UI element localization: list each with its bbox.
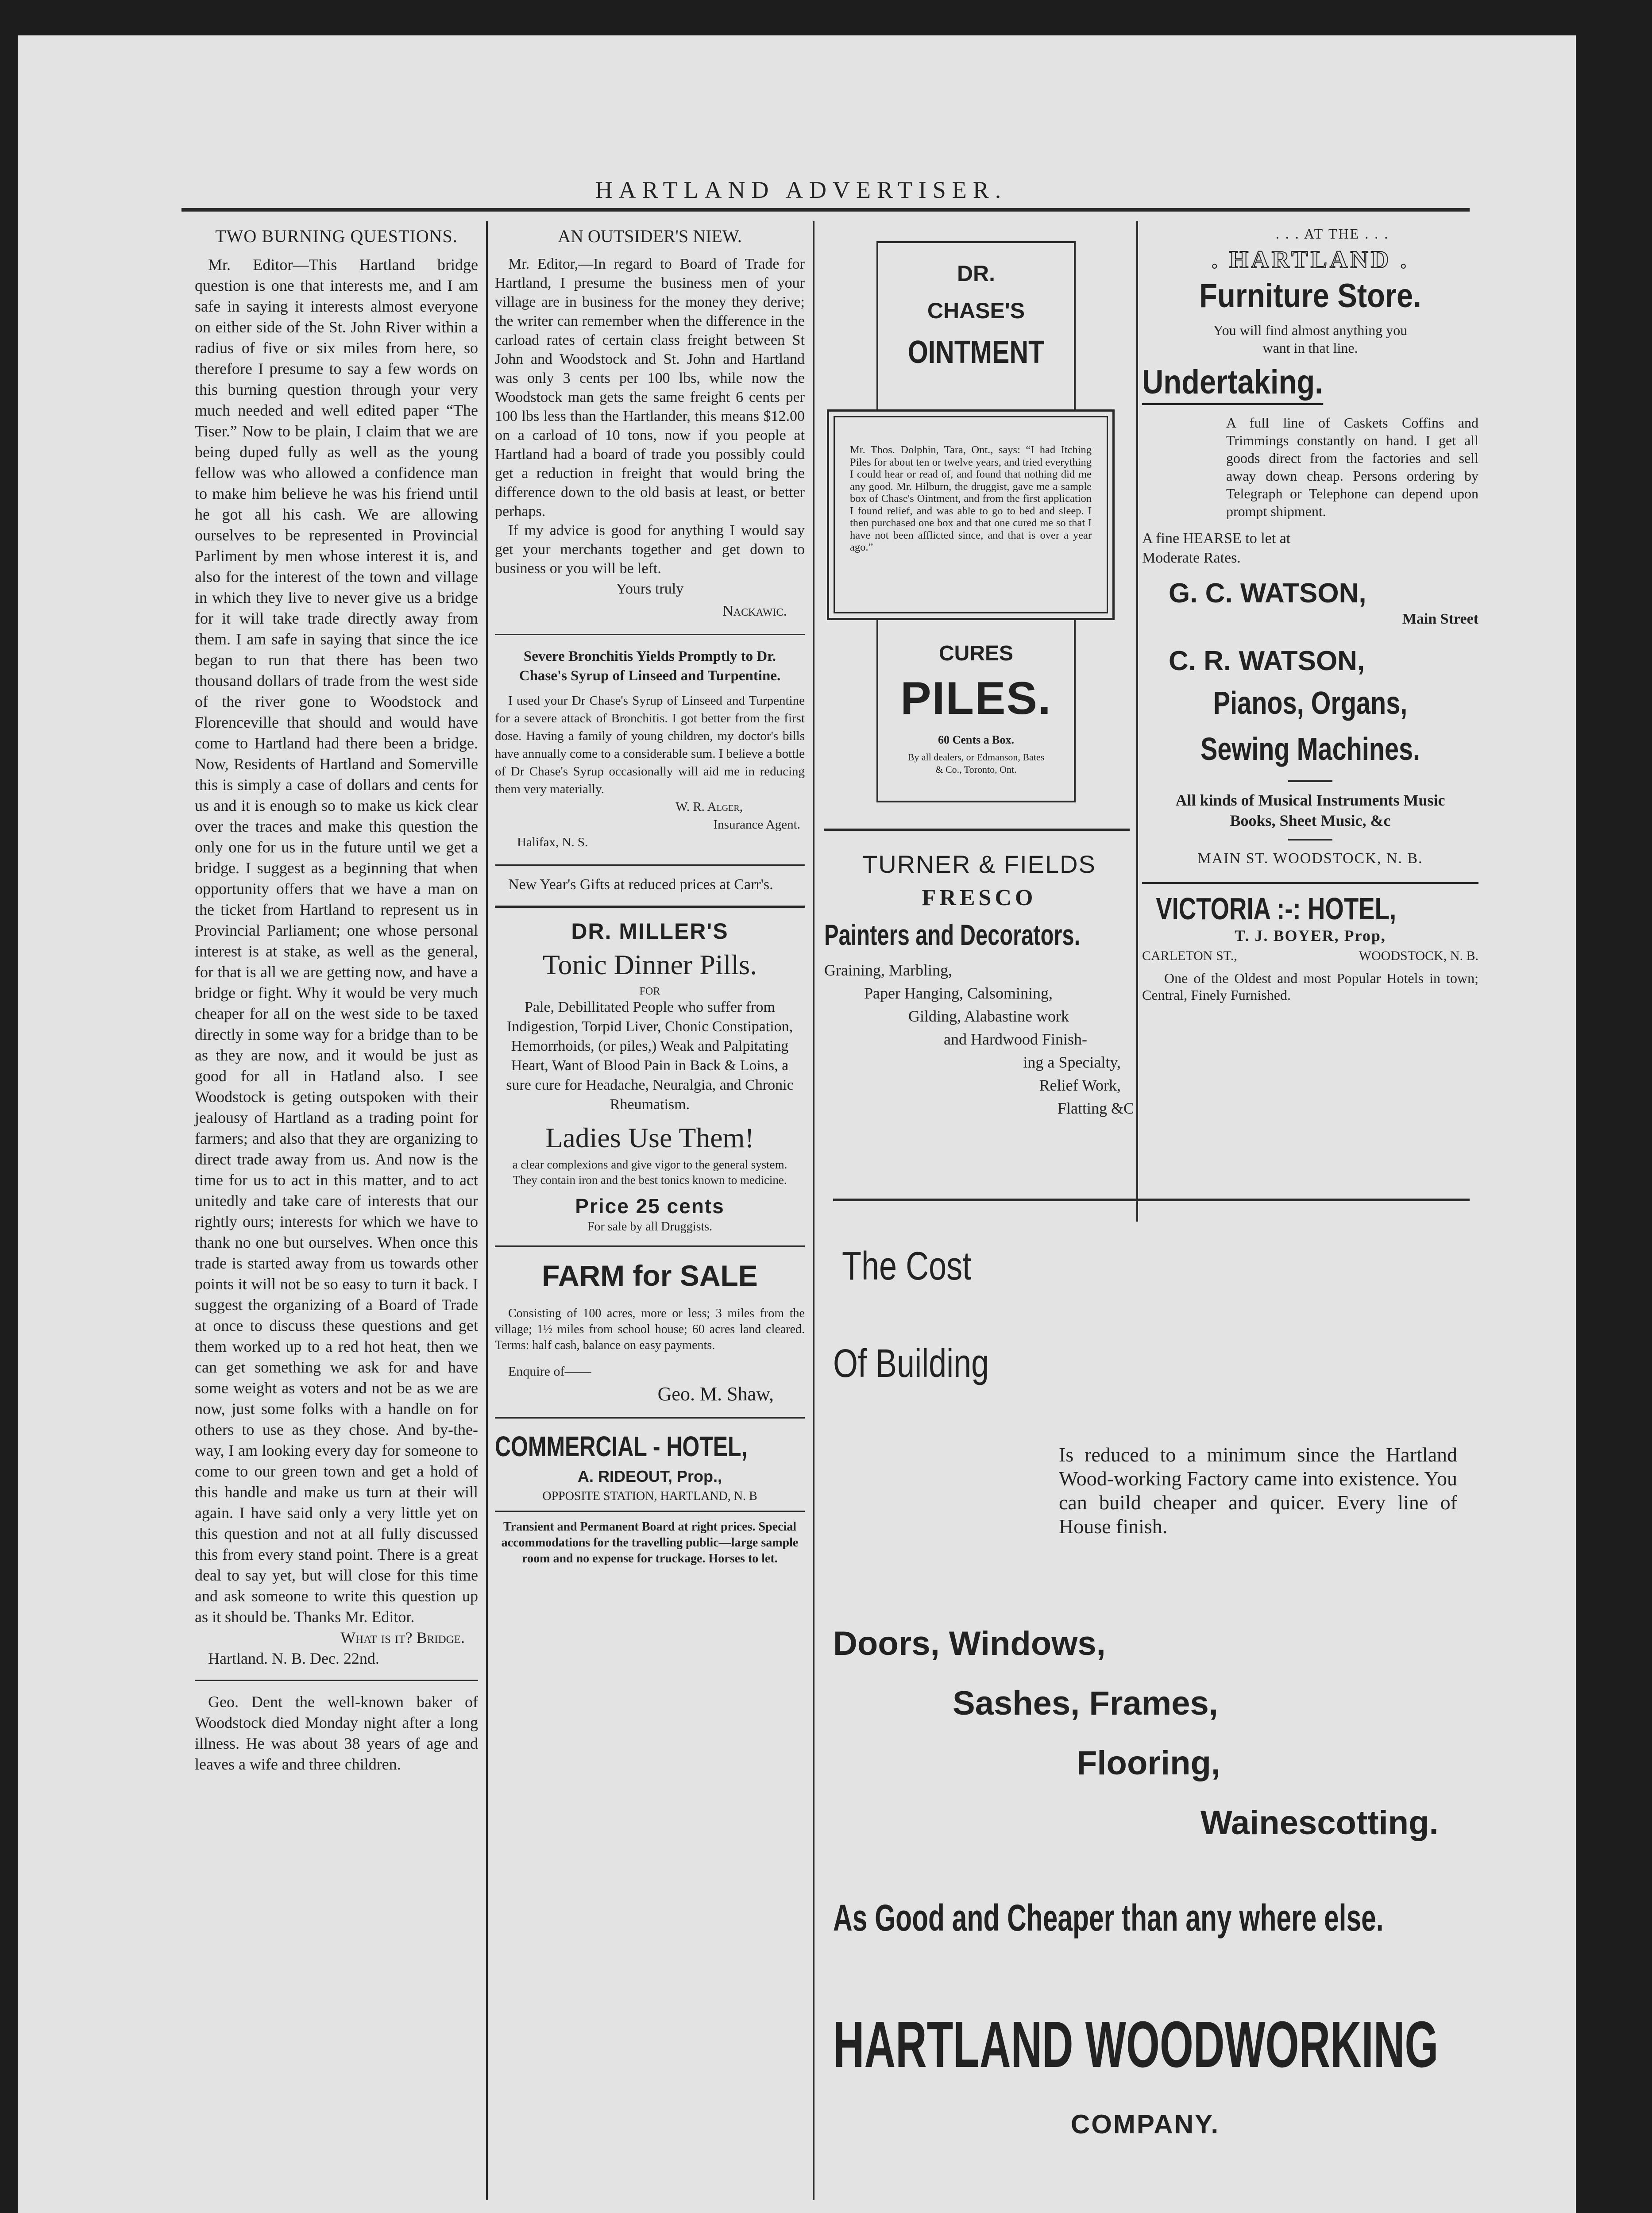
gifts-note: New Year's Gifts at reduced prices at Carr's. [508, 876, 773, 893]
miller-list: Pale, Debillitated People who suffer from Indigestion, Torpid Liver, Chonic Constipation, Hemorrhoids, (or piles,) Weak and Palpitating Heart, Want of Blood Pain in Back & Loins, a sure cure for Headache, Neuralgia, and Chronic Rheumatism. [506, 999, 794, 1113]
bronchitis-sig1: W. R. Alger, [675, 800, 743, 814]
farm-title: FARM for SALE [542, 1259, 758, 1292]
farm-body: Consisting of 100 acres, more or less; 3 miles from the village; 1½ miles from school house; 60 acres land cleared. Terms: half cash, balance on easy payments. [495, 1307, 805, 1352]
chase-line-2: CHASE'S [927, 298, 1025, 323]
bronchitis-place: Halifax, N. S. [517, 835, 588, 849]
col2-divider-6 [495, 1511, 805, 1512]
main-street: Main Street [1402, 611, 1478, 627]
doors-windows: Doors, Windows, [833, 1625, 1106, 1662]
col1-divider [195, 1680, 478, 1681]
undertaking: Undertaking. [1142, 363, 1323, 405]
undertaking-body: A full line of Caskets Coffins and Trimmings constantly on hand. I get all goods direct from the factories and sell away down cheap. Persons ordering by Telegraph or Telephone can depend upon prompt shipment. [1226, 415, 1478, 519]
instruments: All kinds of Musical Instruments Music Books, Sheet Music, &c [1175, 791, 1445, 829]
chase-piles: PILES. [900, 673, 1052, 724]
company-name: HARTLAND WOODWORKING [833, 2008, 1439, 2081]
ladies-headline: Ladies Use Them! [545, 1122, 754, 1153]
victoria-prop: T. J. BOYER, Prop, [1235, 927, 1386, 945]
turner-line-6: Relief Work, [1039, 1076, 1121, 1094]
chase-price: 60 Cents a Box. [938, 733, 1014, 746]
article-signature: What is it? Bridge. [340, 1629, 465, 1646]
article-dateline: Hartland. N. B. Dec. 22nd. [208, 1650, 379, 1667]
article-title-outsider: AN OUTSIDER'S NIEW. [558, 226, 742, 246]
col4-divider-2 [1288, 839, 1332, 840]
column-1 [195, 226, 478, 1775]
victoria-town: WOODSTOCK, N. B. [1359, 948, 1478, 963]
bronchitis-title: Severe Bronchitis Yields Promptly to Dr. Chase's Syrup of Linseed and Turpentine. [519, 648, 781, 684]
company-suffix: COMPANY. [1070, 2109, 1220, 2139]
newspaper-page [18, 35, 1576, 2213]
col3-divider-1 [824, 829, 1130, 831]
turner-fresco: FRESCO [922, 885, 1037, 910]
column-2 [495, 226, 805, 1567]
farm-contact: Geo. M. Shaw, [657, 1383, 774, 1405]
chase-testimonial-box [827, 409, 1115, 620]
article-title-bridge: TWO BURNING QUESTIONS. [215, 226, 458, 246]
chase-line-3: OINTMENT [907, 335, 1045, 370]
column-divider-2 [813, 221, 814, 2200]
turner-line-2: Paper Hanging, Calsomining, [864, 984, 1053, 1002]
furniture-store: Furniture Store. [1199, 277, 1421, 315]
article-sig-outsider: Nackawic. [722, 603, 787, 619]
cost-body: Is reduced to a minimum since the Hartland Wood-working Factory came into existence. You can build cheaper and quicer. Every line of House finish. [1059, 1443, 1457, 1538]
col4-divider-1 [1288, 780, 1332, 782]
victoria-hotel: VICTORIA :-: HOTEL, [1156, 891, 1397, 926]
at-the: . . . AT THE . . . [1275, 226, 1390, 242]
cr-watson: C. R. WATSON, [1169, 646, 1365, 676]
miller-subtitle: Tonic Dinner Pills. [542, 949, 757, 980]
farm-enquire: Enquire of—— [508, 1364, 591, 1379]
chase-testimonial-inner [834, 416, 1108, 613]
commercial-hotel-prop: A. RIDEOUT, Prop., [577, 1467, 722, 1485]
miller-price: Price 25 cents [575, 1195, 725, 1218]
woodworking-top-rule [833, 1199, 1470, 1201]
masthead: HARTLAND ADVERTISER. [595, 177, 1007, 203]
pianos-organs: Pianos, Organs, Sewing Machines. [1200, 686, 1420, 767]
good-and-cheaper: As Good and Cheaper than any where else. [833, 1897, 1384, 1939]
hartland-outline: . HARTLAND . [1211, 246, 1409, 274]
column-divider-3 [1136, 221, 1138, 1222]
furniture-sub: You will find almost anything you want in that line. [1213, 322, 1408, 356]
article-body-outsider-2: If my advice is good for anything I would say get your merchants together and get down to business or you will be left. [495, 522, 805, 577]
obituary-note: Geo. Dent the well-known baker of Woodstock died Monday night after a long illness. He was about 38 years of age and leaves a wife and three children. [195, 1693, 478, 1773]
main-st-woodstock: MAIN ST. WOODSTOCK, N. B. [1197, 850, 1423, 867]
cost-line-2: Of Building [833, 1342, 989, 1386]
miller-for: FOR [639, 986, 660, 997]
col2-divider-3 [495, 906, 805, 908]
column-4 [1142, 226, 1478, 1003]
turner-painters: Painters and Decorators. [824, 918, 1081, 951]
commercial-hotel-address: OPPOSITE STATION, HARTLAND, N. B [542, 1489, 757, 1503]
turner-line-4: and Hardwood Finish- [944, 1030, 1087, 1048]
turner-line-1: Graining, Marbling, [824, 961, 952, 979]
wainscotting: Wainescotting. [1200, 1804, 1439, 1842]
sashes-frames: Sashes, Frames, [953, 1685, 1218, 1722]
bronchitis-body: I used your Dr Chase's Syrup of Linseed and Turpentine for a severe attack of Bronchitis. I got better from the first dose. Having a family of young children, my doctor's bills have annually come to a considerable sum. I believe a bottle of Dr Chase's Syrup occasionally will aid me in reducing them very materially. [495, 694, 805, 796]
turner-fields-ad [824, 850, 1134, 1120]
woodworking-ad [820, 1204, 1471, 2169]
cost-line-1: The Cost [842, 1244, 972, 1288]
chase-dealers: By all dealers, or Edmanson, Bates & Co., Toronto, Ont. [907, 752, 1045, 775]
turner-line-3: Gilding, Alabastine work [908, 1007, 1069, 1025]
col2-divider-2 [495, 864, 805, 866]
masthead-rule [181, 208, 1470, 212]
bronchitis-sig2: Insurance Agent. [713, 817, 800, 832]
col2-divider-5 [495, 1417, 805, 1419]
col2-divider-4 [495, 1245, 805, 1247]
turner-line-5: ing a Specialty, [1023, 1053, 1121, 1071]
article-body-bridge: Mr. Editor—This Hartland bridge question is one that interests me, and I am safe in saying it interests almost everyone on either side of the St. John River within a radius of five or six miles from here, so therefore I presume to say a few words on this burning question through your very much needed and well edited paper “The Tiser.” Now to be plain, I claim that we are being duped fully as well as the young fellow was who allowed a confidence man to make him believe he was his friend until he got all his cash. We are allowing ourselves to be represented in Provincial Parliment by men whose interest it is, and also for the interest of the town and village in which they live to never give us a bridge for it will take trade directly away from them. I am safe in saying that since the ice began to run that there has been two thousand dollars of trade from the west side of the river gone to Woodstock and Florenceville that should and would have come to Hartland had there been a bridge. Now, Residents of Hartland and Somerville this is simply a case of dollars and cents for us and it is enough so to make us kick clear over the traces and make this question the only one for us in the future until we get a bridge. I suggest as a beginning that when opportunity offers that we have a man on the ticket from Hartland to represent us in Provincial Parliament; one whose personal interest is at stake, as well as the general, for that is all we are getting now, and have a bridge or fight. Why it would be very much cheaper for all on the west side to be taxed directly in some way for a bridge than to be as they are now, and it would be just as good for all in Hatland also. I see Woodstock is geting outspoken with their jealousy of Hartland as a trading point for farmers; and also that they are organizing to direct trade away from us. And now is the time for us to act in this matter, and to act unitedly and take care of interests that our rightly ours; interests for which we have to thank no one but ourselves. When once this trade is started away from us towards other points it will not be so easy to turn it back. I suggest the organizing of a Board of Trade at once to discuss these questions and get them worked up to a red hot heat, then we can get something we ask for and have some weight as voters and not be as we are now, just some folks with a handle on for others to use as they chose. And by-the-way, I am looking every day for someone to come to our green town and get a hold of this handle and make us turn at their will again. I have said only a very little yet on this question and not at all fully discussed this from every stand point. There is a great deal to say yet, but will close for this time and ask someone to write this question up as it should be. Thanks Mr. Editor. [195, 256, 478, 1626]
commercial-hotel-body: Transient and Permanent Board at right prices. Special accommodations for the travelling public—large sample room and no expense for truckage. Horses to let. [501, 1520, 799, 1565]
flooring: Flooring, [1077, 1744, 1221, 1782]
victoria-street: CARLETON ST., [1142, 948, 1237, 963]
ladies-sub: a clear complexions and give vigor to the general system. [512, 1158, 787, 1171]
turner-line-7: Flatting &C [1057, 1099, 1134, 1117]
col2-divider-1 [495, 634, 805, 635]
victoria-body: One of the Oldest and most Popular Hotels in town; Central, Finely Furnished. [1142, 970, 1478, 1003]
commercial-hotel-title: COMMERCIAL - HOTEL, [495, 1430, 748, 1462]
miller-title: DR. MILLER'S [571, 919, 729, 944]
column-divider-1 [486, 221, 488, 2200]
chase-line-1: DR. [957, 261, 996, 286]
ladies-sub2: They contain iron and the best tonics known to medicine. [513, 1173, 787, 1187]
col4-divider-3 [1142, 882, 1478, 884]
victoria-address-row [1142, 948, 1478, 964]
gc-watson: G. C. WATSON, [1169, 578, 1366, 609]
article-body-outsider: Mr. Editor,—In regard to Board of Trade for Hartland, I presume the business men of your village are in business for the money they derive; the writer can remember when the difference in the carload rates of certain class freight between St John and Woodstock and St. John and Hartland was only 3 cents per 100 lbs, while now the Woodstock man gets the same freight 6 cents per 100 lbs less than the Hartlander, this means $12.00 on a carload of 10 tons, now if you people at Hartland had a board of trade you possibly could get a reduction in freight that would bring the difference down to the old basis at least, or better perhaps. [495, 256, 805, 520]
miller-sale: For sale by all Druggists. [587, 1220, 713, 1234]
hearse-note: A fine HEARSE to let at Moderate Rates. [1142, 530, 1291, 566]
chase-cures: CURES [938, 642, 1014, 665]
turner-name: TURNER & FIELDS [862, 850, 1096, 878]
article-closing: Yours truly [616, 581, 684, 597]
chase-testimonial: Mr. Thos. Dolphin, Tara, Ont., says: “I had Itching Piles for about ten or twelve years, and tried everything I could hear or read of, and found that nothing did me any good. Mr. Hilburn, the druggist, gave me a sample box of Chase's Ointment, and from the first application I found relief, and was able to go to bed and sleep. I then purchased one box and that one cured me so that I have not been afflicted since, and that is over a year ago.” [850, 444, 1092, 553]
